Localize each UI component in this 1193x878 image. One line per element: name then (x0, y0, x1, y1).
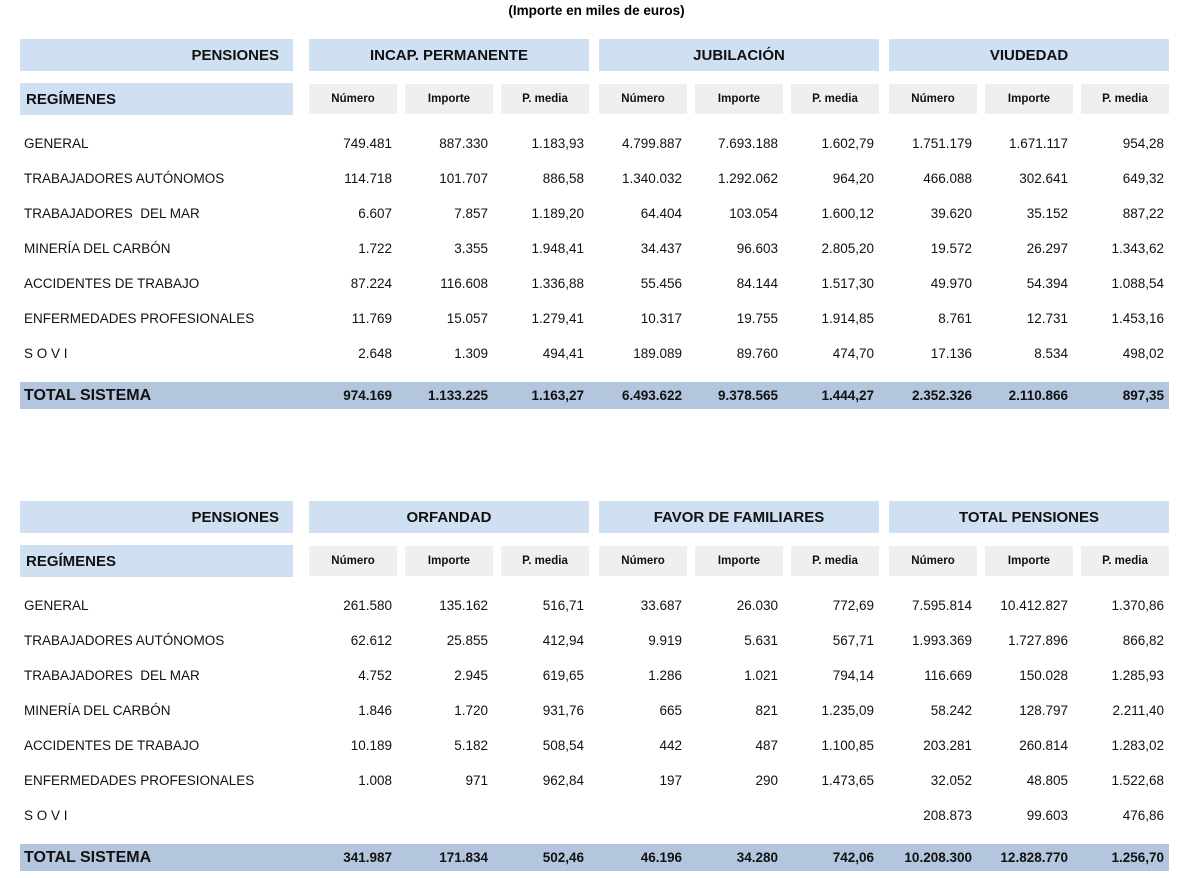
row-label: GENERAL (24, 136, 89, 151)
cell-numero: 11.769 (351, 311, 392, 326)
cell-p-media: 1.183,93 (531, 136, 584, 151)
total-cell-importe: 34.280 (736, 850, 778, 865)
group-header: JUBILACIÓN (599, 39, 879, 71)
column-header-numero: Número (889, 84, 977, 114)
column-header-p-media: P. media (501, 84, 589, 114)
cell-importe: 5.182 (454, 738, 488, 753)
cell-p-media: 962,84 (542, 773, 584, 788)
cell-p-media: 1.473,65 (821, 773, 874, 788)
cell-p-media: 567,71 (832, 633, 874, 648)
column-header-numero: Número (599, 84, 687, 114)
total-label: TOTAL SISTEMA (24, 386, 152, 404)
cell-numero: 1.008 (358, 773, 392, 788)
cell-p-media: 516,71 (542, 598, 584, 613)
cell-importe: 1.309 (454, 346, 488, 361)
cell-importe: 116.608 (440, 276, 488, 291)
cell-numero: 9.919 (648, 633, 682, 648)
table-row (20, 623, 1169, 658)
cell-numero: 466.088 (923, 171, 972, 186)
cell-importe: 96.603 (736, 241, 778, 256)
cell-numero: 19.572 (930, 241, 972, 256)
total-cell-numero: 974.169 (343, 388, 392, 403)
table-row (20, 798, 1169, 833)
cell-numero: 62.612 (350, 633, 392, 648)
cell-numero: 64.404 (640, 206, 682, 221)
row-label: ENFERMEDADES PROFESIONALES (24, 311, 255, 326)
cell-p-media: 1.914,85 (821, 311, 874, 326)
cell-numero: 1.993.369 (911, 633, 972, 648)
cell-importe: 887.330 (439, 136, 488, 151)
corner-label: PENSIONES (20, 501, 293, 533)
cell-numero: 17.136 (930, 346, 972, 361)
cell-p-media (791, 798, 879, 833)
table-row (20, 301, 1169, 336)
table-body (20, 126, 1169, 371)
column-header-p-media: P. media (501, 546, 589, 576)
column-header-p-media: P. media (791, 84, 879, 114)
table-row (20, 728, 1169, 763)
cell-numero: 1.340.032 (621, 171, 682, 186)
cell-numero: 749.481 (343, 136, 392, 151)
cell-numero: 442 (659, 738, 682, 753)
column-header-importe: Importe (695, 84, 783, 114)
cell-importe: 101.707 (439, 171, 488, 186)
cell-p-media: 1.517,30 (821, 276, 874, 291)
cell-p-media: 1.285,93 (1111, 668, 1164, 683)
cell-numero: 10.317 (640, 311, 682, 326)
row-header-label: REGÍMENES (20, 545, 293, 577)
row-label: S O V I (24, 346, 68, 361)
cell-numero: 2.648 (358, 346, 392, 361)
cell-p-media: 412,94 (542, 633, 584, 648)
table-row (20, 763, 1169, 798)
cell-p-media: 794,14 (832, 668, 874, 683)
table-row (20, 231, 1169, 266)
total-cell-p-media: 742,06 (832, 850, 874, 865)
table-header-row (20, 501, 1169, 533)
cell-importe: 7.857 (454, 206, 488, 221)
cell-numero: 34.437 (640, 241, 682, 256)
cell-p-media: 2.211,40 (1112, 703, 1164, 718)
cell-numero: 203.281 (923, 738, 972, 753)
total-cell-numero: 10.208.300 (904, 850, 972, 865)
table-row (20, 266, 1169, 301)
cell-p-media: 1.279,41 (531, 311, 584, 326)
cell-p-media: 1.100,85 (821, 738, 874, 753)
cell-p-media: 1.235,09 (821, 703, 874, 718)
cell-importe: 1.720 (454, 703, 488, 718)
column-header-p-media: P. media (1081, 84, 1169, 114)
cell-numero: 665 (659, 703, 682, 718)
cell-p-media: 1.522,68 (1111, 773, 1164, 788)
page-title: (Importe en miles de euros) (508, 3, 685, 18)
cell-importe: 290 (755, 773, 778, 788)
cell-p-media: 1.948,41 (531, 241, 584, 256)
total-cell-p-media: 1.444,27 (821, 388, 874, 403)
cell-p-media: 494,41 (542, 346, 584, 361)
cell-p-media: 1.088,54 (1111, 276, 1164, 291)
cell-importe: 12.731 (1026, 311, 1068, 326)
row-label: ACCIDENTES DE TRABAJO (24, 276, 200, 291)
total-cell-importe: 171.834 (439, 850, 488, 865)
total-row (20, 844, 1169, 871)
cell-importe: 84.144 (736, 276, 778, 291)
cell-importe: 35.152 (1026, 206, 1068, 221)
row-label: GENERAL (24, 598, 89, 613)
cell-p-media: 1.602,79 (821, 136, 874, 151)
table-row (20, 126, 1169, 161)
cell-importe: 2.945 (454, 668, 488, 683)
cell-importe: 260.814 (1019, 738, 1068, 753)
cell-p-media: 887,22 (1122, 206, 1164, 221)
cell-p-media: 1.343,62 (1111, 241, 1164, 256)
group-header: INCAP. PERMANENTE (309, 39, 589, 71)
cell-importe: 302.641 (1019, 171, 1068, 186)
total-cell-p-media: 897,35 (1122, 388, 1164, 403)
cell-numero: 114.718 (344, 171, 392, 186)
total-cell-importe: 9.378.565 (717, 388, 778, 403)
cell-p-media: 1.283,02 (1111, 738, 1164, 753)
group-header: ORFANDAD (309, 501, 589, 533)
cell-numero: 1.722 (358, 241, 392, 256)
group-header: TOTAL PENSIONES (889, 501, 1169, 533)
cell-p-media: 1.600,12 (821, 206, 874, 221)
pensions-table-2 (20, 501, 1169, 871)
cell-numero: 10.189 (350, 738, 392, 753)
cell-importe: 135.162 (439, 598, 488, 613)
table-header-row (20, 39, 1169, 71)
cell-p-media: 866,82 (1122, 633, 1164, 648)
cell-importe: 3.355 (454, 241, 488, 256)
table-row (20, 588, 1169, 623)
cell-numero: 208.873 (923, 808, 972, 823)
pensions-table-1 (20, 39, 1169, 409)
column-header-numero: Número (309, 84, 397, 114)
total-cell-numero: 2.352.326 (911, 388, 972, 403)
cell-importe: 54.394 (1026, 276, 1068, 291)
cell-p-media: 474,70 (832, 346, 874, 361)
cell-importe: 25.855 (446, 633, 488, 648)
group-header: VIUDEDAD (889, 39, 1169, 71)
row-label: TRABAJADORES DEL MAR (24, 206, 200, 221)
cell-numero: 87.224 (350, 276, 392, 291)
column-header-numero: Número (599, 546, 687, 576)
column-header-importe: Importe (695, 546, 783, 576)
column-header-importe: Importe (985, 84, 1073, 114)
cell-numero: 7.595.814 (911, 598, 972, 613)
cell-importe: 10.412.827 (1000, 598, 1068, 613)
cell-p-media: 476,86 (1122, 808, 1164, 823)
table-row (20, 693, 1169, 728)
cell-numero: 189.089 (633, 346, 682, 361)
row-header-label: REGÍMENES (20, 83, 293, 115)
row-label: MINERÍA DEL CARBÓN (24, 703, 171, 718)
table-row (20, 658, 1169, 693)
cell-importe: 128.797 (1019, 703, 1068, 718)
cell-p-media: 619,65 (542, 668, 584, 683)
row-label: MINERÍA DEL CARBÓN (24, 241, 171, 256)
column-header-importe: Importe (985, 546, 1073, 576)
cell-importe: 971 (465, 773, 488, 788)
total-cell-p-media: 1.256,70 (1111, 850, 1164, 865)
corner-label: PENSIONES (20, 39, 293, 71)
column-header-p-media: P. media (791, 546, 879, 576)
cell-p-media: 954,28 (1122, 136, 1164, 151)
table-row (20, 196, 1169, 231)
cell-numero: 33.687 (640, 598, 682, 613)
column-header-row (20, 545, 1169, 577)
cell-numero (599, 798, 687, 833)
cell-numero: 49.970 (930, 276, 972, 291)
column-header-importe: Importe (405, 84, 493, 114)
cell-numero: 58.242 (930, 703, 972, 718)
cell-importe: 48.805 (1026, 773, 1068, 788)
table-row (20, 336, 1169, 371)
cell-importe: 103.054 (729, 206, 778, 221)
total-cell-p-media: 502,46 (542, 850, 584, 865)
cell-importe: 8.534 (1034, 346, 1068, 361)
row-label: ENFERMEDADES PROFESIONALES (24, 773, 255, 788)
column-header-importe: Importe (405, 546, 493, 576)
cell-p-media: 1.370,86 (1111, 598, 1164, 613)
cell-numero: 4.752 (358, 668, 392, 683)
cell-numero: 32.052 (930, 773, 972, 788)
cell-p-media: 931,76 (542, 703, 584, 718)
cell-p-media: 1.189,20 (531, 206, 584, 221)
cell-p-media: 498,02 (1122, 346, 1164, 361)
row-label: S O V I (24, 808, 68, 823)
cell-p-media: 2.805,20 (821, 241, 874, 256)
cell-p-media: 964,20 (832, 171, 874, 186)
cell-importe: 487 (755, 738, 778, 753)
cell-importe: 1.021 (744, 668, 778, 683)
total-cell-p-media: 1.163,27 (531, 388, 584, 403)
cell-importe: 26.030 (736, 598, 778, 613)
total-cell-importe: 2.110.866 (1008, 388, 1068, 403)
cell-importe: 19.755 (736, 311, 778, 326)
cell-numero: 1.286 (648, 668, 682, 683)
total-cell-importe: 1.133.225 (427, 388, 488, 403)
cell-importe: 99.603 (1026, 808, 1068, 823)
cell-p-media: 772,69 (832, 598, 874, 613)
table-body (20, 588, 1169, 833)
cell-p-media: 508,54 (542, 738, 584, 753)
total-cell-importe: 12.828.770 (1000, 850, 1068, 865)
cell-importe: 821 (755, 703, 778, 718)
cell-p-media (501, 798, 589, 833)
cell-numero: 4.799.887 (621, 136, 682, 151)
table-row (20, 161, 1169, 196)
cell-importe: 26.297 (1026, 241, 1068, 256)
group-header: FAVOR DE FAMILIARES (599, 501, 879, 533)
column-header-numero: Número (889, 546, 977, 576)
cell-p-media: 1.336,88 (531, 276, 584, 291)
total-cell-numero: 341.987 (343, 850, 392, 865)
cell-p-media: 886,58 (542, 171, 584, 186)
cell-numero: 6.607 (358, 206, 392, 221)
row-label: ACCIDENTES DE TRABAJO (24, 738, 200, 753)
cell-importe: 1.671.117 (1008, 136, 1068, 151)
cell-numero (309, 798, 397, 833)
cell-importe: 1.727.896 (1007, 633, 1068, 648)
total-cell-numero: 6.493.622 (621, 388, 682, 403)
cell-numero: 8.761 (938, 311, 972, 326)
column-header-numero: Número (309, 546, 397, 576)
cell-importe: 5.631 (744, 633, 778, 648)
row-label: TRABAJADORES AUTÓNOMOS (24, 171, 225, 186)
total-label: TOTAL SISTEMA (24, 848, 152, 866)
cell-importe: 89.760 (736, 346, 778, 361)
column-header-p-media: P. media (1081, 546, 1169, 576)
cell-importe (405, 798, 493, 833)
cell-importe: 150.028 (1019, 668, 1068, 683)
cell-numero: 39.620 (930, 206, 972, 221)
cell-numero: 261.580 (343, 598, 392, 613)
cell-p-media: 649,32 (1122, 171, 1164, 186)
cell-importe: 1.292.062 (717, 171, 778, 186)
column-header-row (20, 83, 1169, 115)
total-row (20, 382, 1169, 409)
cell-numero: 1.751.179 (911, 136, 972, 151)
cell-numero: 55.456 (640, 276, 682, 291)
row-label: TRABAJADORES AUTÓNOMOS (24, 633, 225, 648)
cell-numero: 197 (659, 773, 682, 788)
cell-importe (695, 798, 783, 833)
cell-numero: 116.669 (924, 668, 972, 683)
cell-numero: 1.846 (358, 703, 392, 718)
cell-importe: 7.693.188 (717, 136, 778, 151)
total-cell-numero: 46.196 (640, 850, 682, 865)
cell-p-media: 1.453,16 (1111, 311, 1164, 326)
cell-importe: 15.057 (446, 311, 488, 326)
row-label: TRABAJADORES DEL MAR (24, 668, 200, 683)
